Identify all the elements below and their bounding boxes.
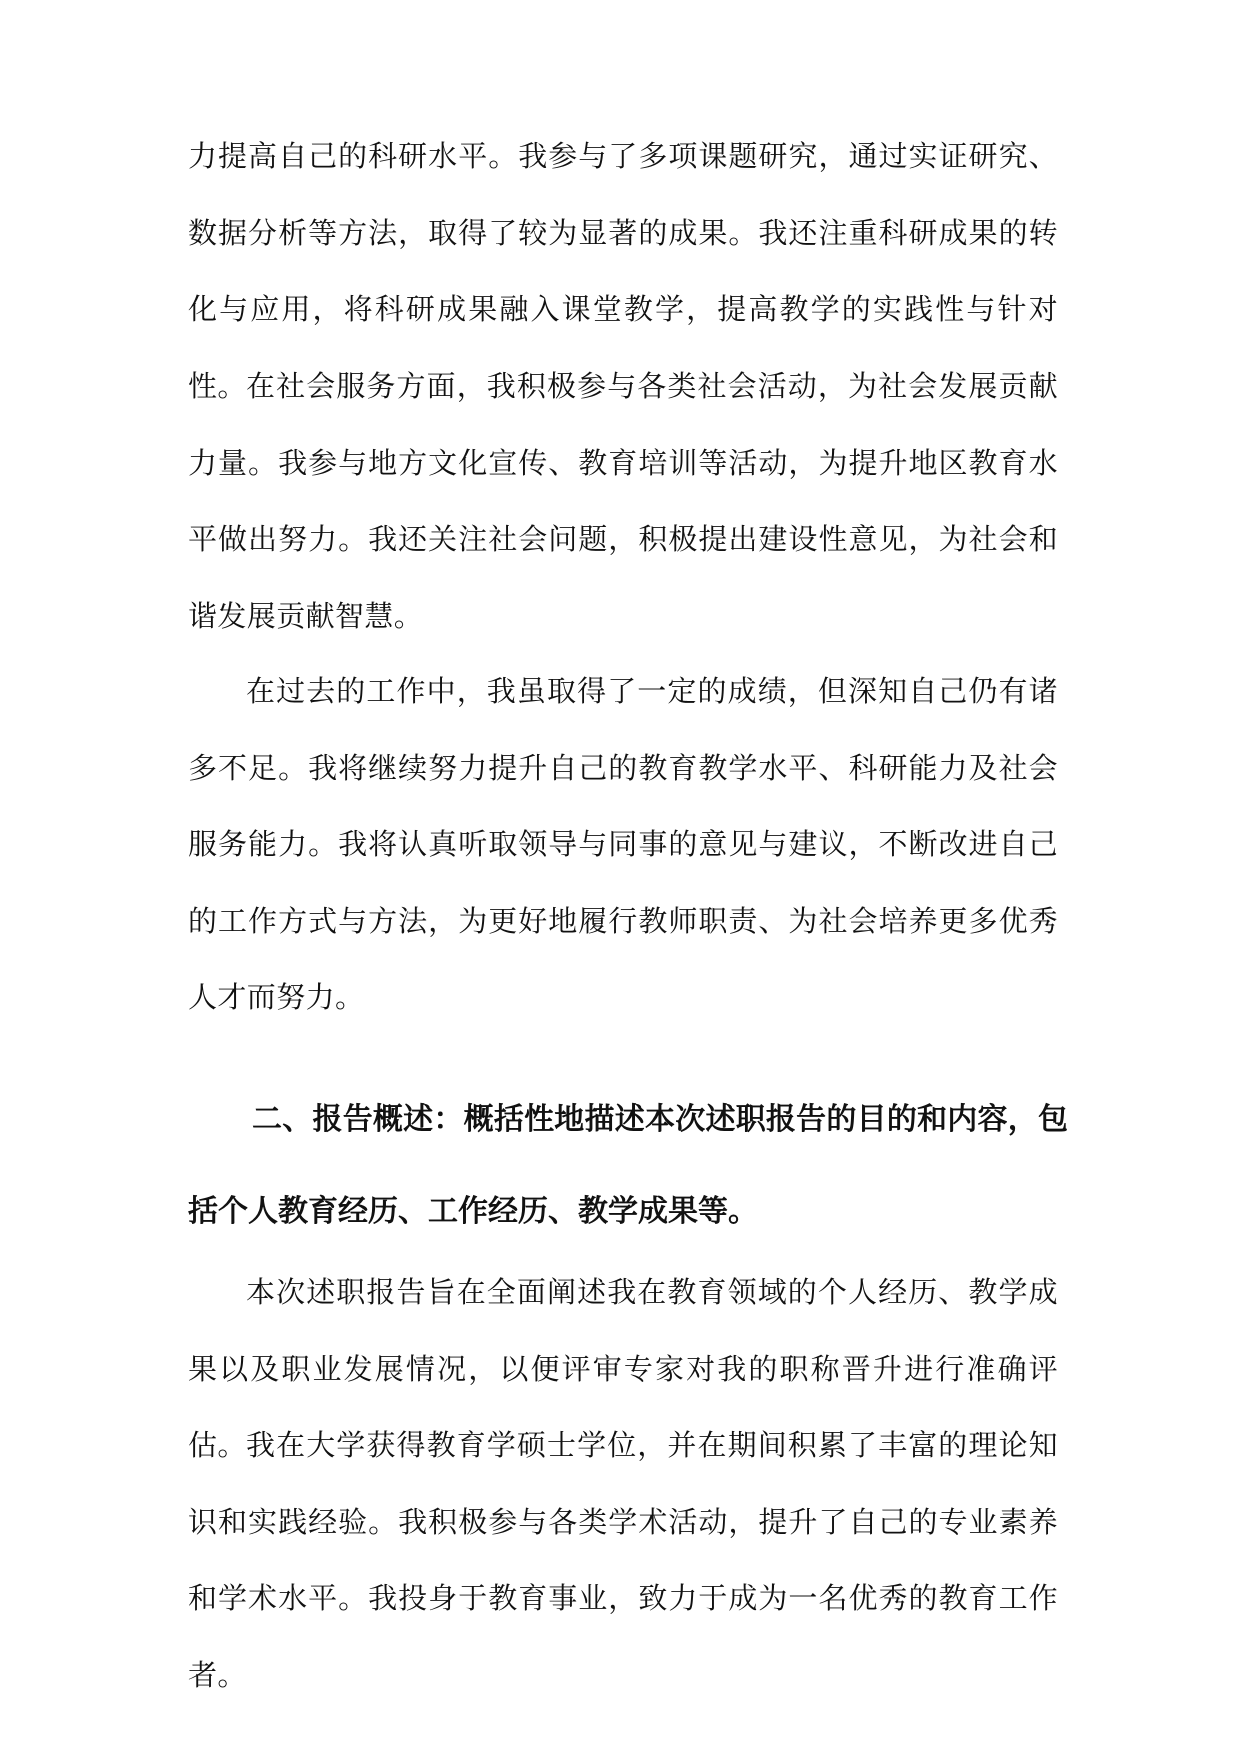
paragraph-social-service: 在社会服务方面，我积极参与各类社会活动，为社会发展贡献力量。我参与地方文化宣传、教育培训等活动，为提升地区教育水平做出努力。我还关注社会问题，积极提出建设性意见，为社会和谐发展贡献智慧。 [188,369,1058,633]
paragraph-education-background: 我在大学获得教育学硕士学位，并在期间积累了丰富的理论知识和实践经验。我积极参与各类学术活动，提升了自己的专业素养和学术水平。我投身于教育事业，致力于成为一名优秀的教育工作者。 [188,1428,1058,1692]
paragraph-report-purpose: 本次述职报告旨在全面阐述我在教育领域的个人经历、教学成果以及职业发展情况，以便评审专家对我的职称晋升进行准确评估。 [188,1275,1058,1462]
section-heading: 二、报告概述：概括性地描述本次述职报告的目的和内容，包括个人教育经历、工作经历、教学成果等。 [188,1102,1068,1229]
paragraph-reflection: 在过去的工作中，我虽取得了一定的成绩，但深知自己仍有诸多不足。我将继续努力提升自己的教育教学水平、科研能力及社会服务能力。我将认真听取领导与同事的意见与建议，不断改进自己的工作方式与方法，为更好地履行教师职责、为社会培养更多优秀人才而努力。 [188,674,1058,1014]
paragraph-continuation: 力提高自己的科研水平。我参与了多项课题研究，通过实证研究、数据分析等方法，取得了较为显著的成果。我还注重科研成果的转化与应用，将科研成果融入课堂教学，提高教学的实践性与针对性。 [188,139,1058,403]
